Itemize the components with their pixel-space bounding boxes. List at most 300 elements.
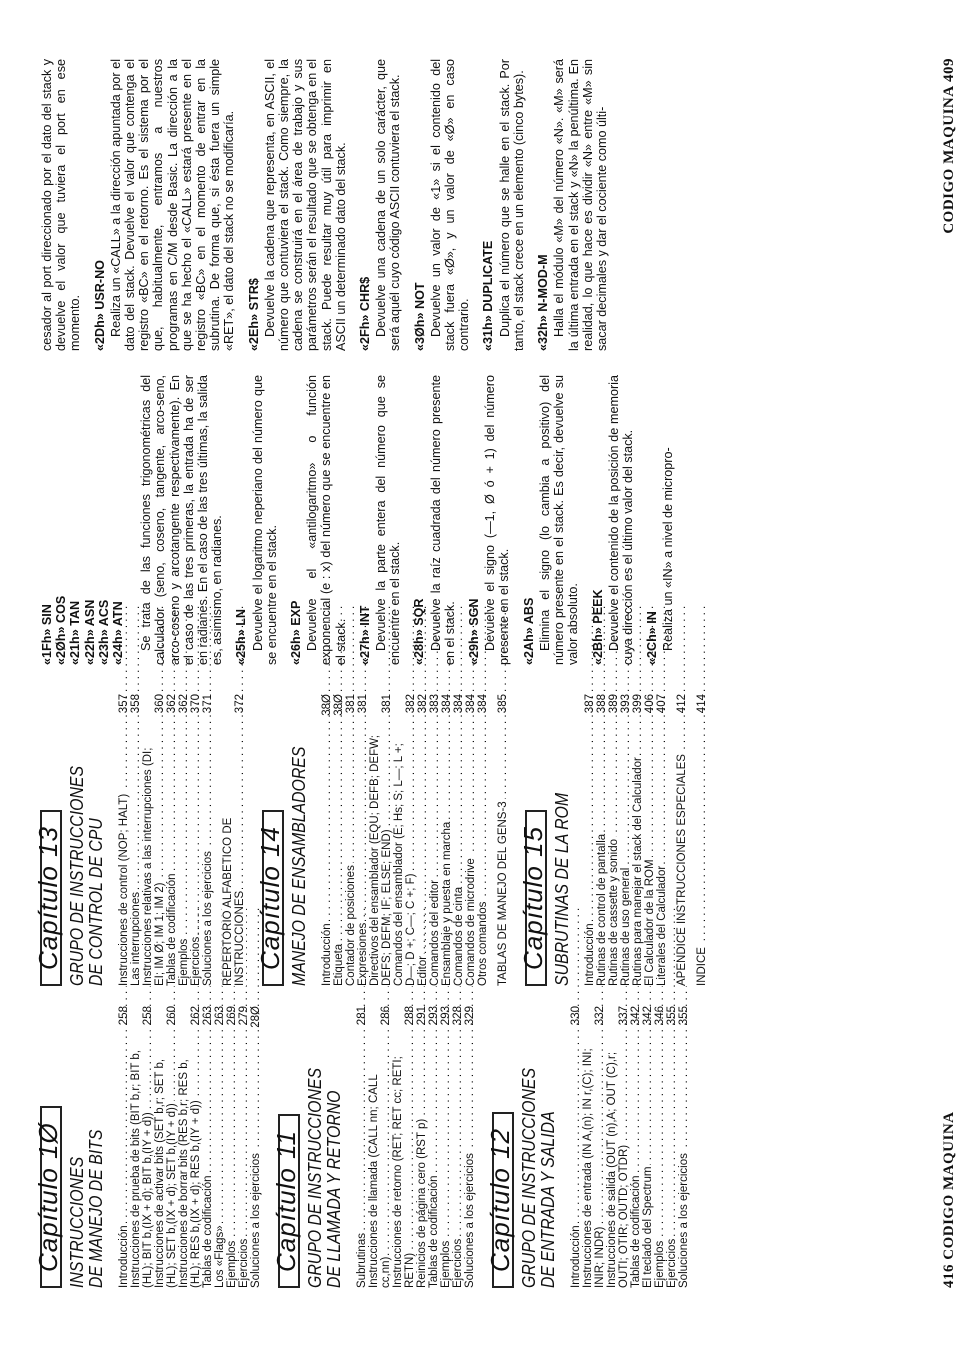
toc-entry <box>642 1006 654 1288</box>
chapter-title-line: GRUPO DE INSTRUCCIONES <box>305 1067 325 1288</box>
section-heading: «2Eh» STR$ <box>246 278 261 351</box>
chapter-title-line: DE ENTRADA Y SALIDA <box>538 1111 558 1288</box>
toc-entry-page: 382 <box>405 694 417 714</box>
chapter-label-box <box>518 810 548 986</box>
toc-entry-text: Instrucciones de retorno (RET; RET cc; RETI; RETN) <box>392 1056 416 1288</box>
toc-entry-page: 258 <box>118 1006 130 1026</box>
toc-entry-page: 362 <box>166 694 178 714</box>
toc-entry-text-wrap <box>118 1044 130 1288</box>
toc-entry-text-wrap <box>238 1044 250 1288</box>
toc-entry <box>417 694 429 986</box>
toc-entry-text: Rutinas para manejar el stack del Calculador <box>632 757 644 986</box>
toc-entry-text-wrap <box>440 1044 452 1288</box>
toc-entry-page: 346 <box>654 1006 666 1026</box>
toc-entry-text-wrap <box>656 732 668 986</box>
toc-entry-text-wrap <box>214 1044 226 1288</box>
toc-entry <box>429 694 441 986</box>
toc-entry-text-wrap <box>356 1044 368 1288</box>
toc-entry <box>250 1006 262 1288</box>
toc-entry-page: 258 <box>142 1006 154 1026</box>
toc-entry-text: Introducción <box>584 923 596 986</box>
entry-gap <box>214 694 222 986</box>
toc-entry-text-wrap <box>416 1044 428 1288</box>
toc-entry-text-wrap <box>226 1044 238 1288</box>
toc-entry-text: Instrucciones de prueba de bits (BIT b,r; BIT b,(HL); BIT b,(IX + d); BIT b,(IY + d)) <box>130 1049 154 1288</box>
toc-entry <box>452 1006 464 1288</box>
toc-entry <box>440 1006 452 1288</box>
section-heading: «2Ch» IN <box>645 611 660 665</box>
toc-entry-text-wrap <box>620 732 632 986</box>
toc-entry <box>118 694 130 986</box>
toc-entry-page: 412 <box>676 694 688 714</box>
toc-entry <box>465 694 477 986</box>
paragraph: Devuelve una cadena de un solo carácter, que será aquél cuyo código ASCII contuviera el stack. <box>374 59 403 351</box>
section-heading: «23h» ACS <box>96 599 111 665</box>
toc-entry-text: Rutinas de cassette y sonido <box>608 838 620 986</box>
toc-entry <box>142 694 166 986</box>
chapter-label-box <box>33 810 63 986</box>
toc-entry-text: Contador de posiciones <box>345 865 357 986</box>
toc-entry <box>497 694 509 986</box>
toc-entry-text: REPERTORIO ALFABETICO DE INSTRUCCIONES <box>222 817 246 986</box>
section-heading: «2Fh» CHR$ <box>358 276 373 351</box>
toc-entry-page: 384 <box>477 694 489 714</box>
toc-entry-text: APENDICE INSTRUCCIONES ESPECIALES <box>676 754 688 986</box>
toc-entry <box>222 694 246 986</box>
chapter-title-line: GRUPO DE INSTRUCCIONES <box>67 765 87 986</box>
toc-entry-text: Instrucciones de borrar bits (RES b,r; RES b,(HL); RES b,(IX + d); RES b,(IY + d)) <box>178 1059 202 1288</box>
chapter-gap <box>690 1006 698 1288</box>
toc-entry-page: 286 <box>380 1006 392 1026</box>
toc-entry-page: 370 <box>190 694 202 714</box>
toc-entry-text-wrap <box>202 1044 214 1288</box>
section-heading: «2Ah» ABS <box>521 597 536 665</box>
toc-entry-text: Literales del Calculador <box>656 865 668 986</box>
toc-entry-text-wrap <box>596 732 608 986</box>
toc-entry-text: Instrucciones de activar bits (SET b,r; SET b,(HL); SET b,(IX + d); SET b,(IY + d)) <box>154 1058 178 1288</box>
toc-entry-page: 362 <box>178 694 190 714</box>
paragraph: Halla el módulo «M» del número «N». «M» será la última entrada en el stack y «N» la penúltima. En realidad, lo que hace es dividir «N» entre «M» sin sacar decimales y dar el cociente como últi- <box>552 59 609 351</box>
right-page-footer: CODIGO MAQUINA 409 <box>941 58 957 234</box>
toc-entry-text-wrap <box>417 732 429 986</box>
toc-column-2 <box>33 694 925 986</box>
toc-entry <box>190 694 202 986</box>
paragraph: Devuelve la raíz cuadrada del número presente en el stack. <box>428 375 457 665</box>
toc-entry-text: Comandos de microdrive <box>465 858 477 986</box>
toc-entry-text-wrap <box>632 732 644 986</box>
section-heading: «25h» LN <box>234 609 249 665</box>
toc-entry-text: Comandos del editor <box>429 879 441 986</box>
toc-entry-text-wrap <box>130 732 142 986</box>
chapter-label-box <box>33 1106 63 1288</box>
toc-entry-page: 281 <box>356 1006 368 1026</box>
toc-entry-page: 382 <box>417 694 429 714</box>
toc-entry-text: Comandos de cinta <box>453 886 465 986</box>
toc-entry <box>416 1006 428 1288</box>
toc-entry <box>676 694 688 986</box>
section-heading: «21h» TAN <box>68 600 83 665</box>
paragraph: Devuelve el logaritmo neperiano del número que se encuentre en el stack. <box>250 375 279 665</box>
toc-entry-page: 358 <box>130 694 142 714</box>
chapter-title-line: SUBRUTINAS DE LA ROM <box>552 792 572 986</box>
paragraph: Elimina el signo (lo cambia a positivo) del número presente en el stack. Es decir, devuelve su valor absoluto. <box>537 375 581 665</box>
toc-entry-text: Rutinas de uso general <box>620 867 632 986</box>
toc-entry-page: 381 <box>381 694 393 714</box>
toc-entry <box>428 1006 440 1288</box>
toc-entry-text-wrap <box>696 732 708 986</box>
toc-entry-text-wrap <box>202 732 214 986</box>
toc-entry-text-wrap <box>676 732 688 986</box>
toc-entry-text-wrap <box>642 1044 654 1288</box>
toc-entry-page: 291 <box>416 1006 428 1026</box>
section-heading: «2Bh» PEEK <box>590 589 605 665</box>
toc-entry <box>154 1006 178 1288</box>
chapter-gap <box>716 694 724 986</box>
toc-entry-text: Los «Flags» <box>214 1225 226 1288</box>
section-heading: «24h» ATN <box>111 601 126 665</box>
toc-entry-page: 384 <box>465 694 477 714</box>
toc-entry-text-wrap <box>666 1044 678 1288</box>
toc-entry <box>238 1006 250 1288</box>
toc-entry-text: Ejemplos <box>178 938 190 986</box>
toc-entry <box>321 694 333 986</box>
toc-entry-text: Ejemplos <box>654 1240 666 1288</box>
toc-entry-text: Instrucciones relativas a las interrupciones (DI; EI; IM Ø; IM 1; IM 2) <box>142 747 166 986</box>
toc-entry <box>356 1006 368 1288</box>
paragraph: Devuelve el contenido de la posición de memoria cuya dirección es el último valor del stack. <box>606 375 635 665</box>
section-heading: «22h» ASN <box>82 599 97 665</box>
toc-entry <box>632 694 644 986</box>
toc-entry-page: 360 <box>154 694 166 714</box>
section-heading: «1Fh» SIN <box>40 604 54 665</box>
toc-entry-text: Soluciones a los ejercicios <box>464 1153 476 1288</box>
toc-entry-text-wrap <box>630 1044 642 1288</box>
toc-entry-page: 269 <box>226 1006 238 1026</box>
toc-entry-text: Ensamblaje y puesta en marcha <box>441 821 453 986</box>
toc-entry-text: Rutinas de control de pantalla <box>596 833 608 986</box>
left-page-footer: 416 CODIGO MAQUINA <box>941 1111 957 1288</box>
entry-gap <box>489 694 497 986</box>
toc-entry-text-wrap <box>570 1044 582 1288</box>
toc-entry-page: 293 <box>440 1006 452 1026</box>
paragraph: Se trata de las funciones trigonométricas del calculador (seno, coseno, tangente, arco-seno, arco-coseno y arcotangente respectivamente). En el caso de las tres primeras, la entrada ha de ser en radianes. En el caso de las tres últimas, la salida es, asimismo, en radianes. <box>139 375 225 665</box>
toc-entry-text-wrap <box>608 732 620 986</box>
toc-entry <box>678 1006 690 1288</box>
toc-entry-text-wrap <box>441 732 453 986</box>
toc-entry-text-wrap <box>222 732 246 986</box>
toc-entry-text: Ejercicios <box>666 1238 678 1288</box>
toc-entry-text: Otros comandos <box>477 901 489 986</box>
toc-entry <box>630 1006 642 1288</box>
entry-gap <box>668 694 676 986</box>
toc-entry-text-wrap <box>154 1044 178 1288</box>
toc-entry-page: 337 <box>618 1006 630 1026</box>
toc-entry-page: 260 <box>166 1006 178 1026</box>
toc-entry <box>656 694 668 986</box>
toc-entry <box>369 694 393 986</box>
toc-entry-page: 381 <box>345 694 357 714</box>
toc-entry-text: Subrutinas <box>356 1233 368 1288</box>
toc-entry-text: Las interrupciones <box>130 892 142 986</box>
toc-entry <box>368 1006 392 1288</box>
toc-entry <box>345 694 357 986</box>
chapter-title-line: MANEJO DE ENSAMBLADORES <box>289 746 309 986</box>
paragraph: Devuelve un valor de «1» si el contenido del stack fuera «Ø», y un valor de «Ø» en caso contrario. <box>428 59 472 351</box>
toc-entry-text: Ejercicios <box>238 1238 250 1288</box>
toc-entry-page: 388 <box>596 694 608 714</box>
toc-entry-page: 406 <box>644 694 656 714</box>
toc-entry <box>654 1006 666 1288</box>
paragraph: Duplica el número que se halle en el stack. Por tanto, el stack crece en un elemento (cinco bytes). <box>497 59 526 351</box>
toc-entry-text: Tablas de codificación <box>166 873 178 986</box>
toc-entry-text-wrap <box>142 732 166 986</box>
toc-entry-text-wrap <box>453 732 465 986</box>
chapter-gap <box>509 694 517 986</box>
chapter-label: Capítulo 1Ø <box>33 1122 63 1272</box>
toc-entry-text-wrap <box>678 1044 690 1288</box>
toc-entry-text-wrap <box>250 1044 262 1288</box>
paragraph: Realiza un «CALL» a la dirección apuntada por el dato del stack. Devuelve el valor que contenga el registro «BC» en el retorno. Es el sistema por el que, habitualmente, entramos a nuestros programas en C/M desde Basic. La dirección a la que se ha hecho el «CALL» estará presente en el registro «BC» en el momento de entrar en la subrutina. De forma que, si ésta fuera un simple «RET», el dato del stack no se modificaría. <box>108 59 237 351</box>
toc-entry-page: 371 <box>202 694 214 714</box>
toc-entry-page: 330 <box>570 1006 582 1026</box>
toc-entry <box>464 1006 476 1288</box>
toc-entry-page: 263 <box>214 1006 226 1026</box>
toc-entry-text-wrap <box>178 732 190 986</box>
toc-entry-text-wrap <box>369 732 393 986</box>
chapter-label: Capítulo 11 <box>271 1129 301 1272</box>
toc-entry-text-wrap <box>333 732 345 986</box>
toc-entry-text: Soluciones a los ejercicios <box>202 851 214 986</box>
toc-entry <box>202 1006 214 1288</box>
toc-entry-page: 279 <box>238 1006 250 1026</box>
toc-entry-text-wrap <box>464 1044 476 1288</box>
toc-entry <box>644 694 656 986</box>
toc-entry-page: 384 <box>453 694 465 714</box>
toc-entry-text: Instrucciones de llamada (CALL nn; CALL cc,nn) <box>368 1074 392 1288</box>
toc-entry-page: 38Ø <box>321 694 333 716</box>
toc-entry-text-wrap <box>428 1044 440 1288</box>
section-heading: «2Dh» USR-NO <box>92 260 107 351</box>
paragraph: Devuelve el signo (—1, Ø ó + 1) del número presente en el stack. <box>483 375 512 665</box>
toc-entry <box>166 694 178 986</box>
toc-entry <box>666 1006 678 1288</box>
toc-entry-text: Ejercicios <box>452 1238 464 1288</box>
chapter-label: Capítulo 15 <box>518 826 548 970</box>
toc-entry-page: 293 <box>428 1006 440 1026</box>
toc-entry-page: 387 <box>584 694 596 714</box>
toc-entry-text: El Calculador de la ROM <box>644 859 656 986</box>
toc-entry-text-wrap <box>644 732 656 986</box>
chapter-title-line: GRUPO DE INSTRUCCIONES <box>519 1067 539 1288</box>
chapter-gap <box>246 694 254 986</box>
toc-entry-text-wrap <box>584 732 596 986</box>
toc-entry <box>584 694 596 986</box>
toc-entry <box>178 694 190 986</box>
toc-entry-text-wrap <box>582 1044 606 1288</box>
toc-column-1 <box>33 1006 925 1288</box>
section-heading: «27h» INT <box>357 605 372 665</box>
toc-entry-page: 385 <box>497 694 509 714</box>
toc-entry-text: Soluciones a los ejercicios <box>250 1153 262 1288</box>
toc-entry-text-wrap <box>368 1044 392 1288</box>
section-heading: «26h» EXP <box>289 600 304 665</box>
toc-entry <box>606 1006 630 1288</box>
toc-entry-text: Ejemplos <box>440 1240 452 1288</box>
section-heading: «3Øh» NOT <box>412 282 427 351</box>
toc-entry-page: 399 <box>632 694 644 714</box>
toc-entry-text: Editor <box>417 955 429 986</box>
toc-entry <box>333 694 345 986</box>
paragraph: Devuelve la parte entera del número que se encuentre en el stack. <box>374 375 403 665</box>
toc-entry-text-wrap <box>465 732 477 986</box>
toc-entry <box>392 1006 416 1288</box>
toc-entry-text: Introducción <box>570 1225 582 1288</box>
toc-entry <box>453 694 465 986</box>
toc-entry-page: 357 <box>118 694 130 714</box>
toc-entry <box>393 694 417 986</box>
toc-entry-page: 355 <box>678 1006 690 1026</box>
chapter-title-line: DE CONTROL DE CPU <box>86 818 106 986</box>
toc-entry-page: 263 <box>202 1006 214 1026</box>
toc-entry-text: Instrucciones de control (NOP; HALT) <box>118 793 130 986</box>
toc-entry-text: INDICE <box>696 947 708 986</box>
toc-entry <box>214 1006 226 1288</box>
toc-entry-text: Soluciones a los ejercicios <box>678 1153 690 1288</box>
chapter-label: Capítulo 14 <box>255 826 285 970</box>
chapter-gap <box>476 1006 484 1288</box>
section-heading: «2Øh» COS <box>54 595 69 665</box>
toc-entry <box>696 694 708 986</box>
toc-entry-text: Tablas de codificación <box>202 1175 214 1288</box>
toc-entry-page: 288 <box>404 1006 416 1026</box>
toc-entry-page: 38Ø <box>333 694 345 716</box>
toc-entry-page: 389 <box>608 694 620 714</box>
left-page <box>0 673 970 1346</box>
toc-entry-text: Introducción <box>321 923 333 986</box>
toc-entry-text-wrap <box>477 732 489 986</box>
toc-entry-text: Instrucciones de salida (OUT (n),A; OUT (C),r; OUTI; OTIR; OUTD; OTDR) <box>606 1051 630 1288</box>
chapter-title <box>68 1010 106 1288</box>
toc-entry-text: Introducción <box>118 1225 130 1288</box>
toc-entry-page: 329 <box>464 1006 476 1026</box>
toc-entry-text: Comandos del ensamblador (E; Hs; S; L—; L +; D—; D +; C—; C +; F) <box>393 743 417 986</box>
toc-entry-text: TABLAS DE MANEJO DEL GENS-3 <box>497 801 509 986</box>
toc-entry-text-wrap <box>393 732 417 986</box>
toc-entry-text: El teclado del Spectrum <box>642 1166 654 1288</box>
toc-entry-page: 414 <box>696 694 708 714</box>
toc-entry-page: 393 <box>620 694 632 714</box>
toc-entry-text: Tablas de codificación <box>630 1175 642 1288</box>
toc-entry-page: 372 <box>234 694 246 714</box>
toc-entry-text: Etiqueta <box>333 943 345 986</box>
chapter-title <box>68 698 106 986</box>
paragraph: Realiza un «IN» a nivel de micropro- <box>661 447 676 651</box>
paragraph: Devuelve la cadena que representa, en ASCII, el número que contuviera el stack. Como siempre, la cadena se construirá en el área de trabajo y sus parámetros serán el resultado que se obtenga en el stack. Puede resultar muy útil para imprimir en ASCII un determinado dato del stack. <box>262 59 348 351</box>
toc-entry-text-wrap <box>357 732 369 986</box>
chapter-gap <box>708 694 716 986</box>
toc-entry <box>582 1006 606 1288</box>
toc-entry <box>202 694 214 986</box>
toc-entry <box>570 1006 582 1288</box>
toc-entry-text-wrap <box>321 732 333 986</box>
toc-entry-text: Reinicios de página cero (RST p) <box>416 1118 428 1288</box>
chapter-gap <box>262 1006 270 1288</box>
toc-entry-page: 342 <box>630 1006 642 1026</box>
chapter-title <box>290 698 309 986</box>
toc-entry-text-wrap <box>606 1044 630 1288</box>
chapter-title-line: DE LLAMADA Y RETORNO <box>324 1090 344 1288</box>
toc-entry-page: 383 <box>429 694 441 714</box>
toc-entry-page: 384 <box>441 694 453 714</box>
toc-entry-page: 381 <box>357 694 369 714</box>
section-heading-group <box>40 375 125 665</box>
paragraph: Devuelve el «antilogaritmo» o función exponencial (e : x) del número que se encuentre en el stack. <box>305 375 348 665</box>
toc-entry-page: 407 <box>656 694 668 714</box>
chapter-title <box>306 1010 344 1288</box>
chapter-title-line: DE MANEJO DE BITS <box>86 1129 106 1288</box>
toc-entry-text-wrap <box>190 732 202 986</box>
toc-entry-text-wrap <box>392 1044 416 1288</box>
toc-entry-text: Ejercicios <box>190 936 202 986</box>
toc-entry-page: 28Ø <box>250 1006 262 1028</box>
toc-entry-page: 355 <box>666 1006 678 1026</box>
chapter-label-box <box>485 1112 515 1288</box>
toc-entry <box>596 694 608 986</box>
toc-entry <box>118 1006 130 1288</box>
chapter-label: Capítulo 13 <box>33 826 63 970</box>
toc-entry <box>226 1006 238 1288</box>
toc-entry <box>357 694 369 986</box>
toc-entry-text: Ejemplos <box>226 1240 238 1288</box>
chapter-title-line: INSTRUCCIONES <box>67 1156 87 1288</box>
toc-entry-text-wrap <box>178 1044 202 1288</box>
toc-entry-text-wrap <box>118 732 130 986</box>
entry-gap <box>688 694 696 986</box>
toc-entry-text-wrap <box>130 1044 154 1288</box>
toc-entry <box>130 1006 154 1288</box>
toc-entry <box>608 694 620 986</box>
toc-entry-text: Tablas de codificación <box>428 1175 440 1288</box>
toc-entry-text-wrap <box>429 732 441 986</box>
section-heading: «31h» DUPLICATE <box>481 240 496 351</box>
toc-entry-text-wrap <box>654 1044 666 1288</box>
toc-entry-page: 342 <box>642 1006 654 1026</box>
toc-entry <box>620 694 632 986</box>
toc-entry-text: Instrucciones de entrada (IN A,(n); IN r,(C); INI; INIR; INDR) <box>582 1048 606 1288</box>
text-column-2 <box>40 59 925 351</box>
chapter-title <box>520 1010 558 1288</box>
chapter-gap <box>698 1006 706 1288</box>
section-heading: «29h» SGN <box>467 598 482 665</box>
toc-entry <box>130 694 142 986</box>
section-heading: «28h» SQR <box>412 598 427 665</box>
chapter-label: Capítulo 12 <box>485 1128 515 1272</box>
toc-entry <box>178 1006 202 1288</box>
toc-entry-text: Directivos del ensamblador (EQU; DEFB; DEFW; DEFS; DEFM; IF; ELSE; END) <box>369 735 393 986</box>
chapter-label-box <box>255 810 285 986</box>
toc-entry-text: Expresiones <box>357 922 369 986</box>
toc-entry-text-wrap <box>497 732 509 986</box>
toc-entry-page: 328 <box>452 1006 464 1026</box>
toc-entry <box>477 694 489 986</box>
chapter-title <box>553 698 572 986</box>
section-heading: «32h» N-MOD-M <box>536 254 551 351</box>
chapter-label-box <box>271 1114 301 1288</box>
toc-entry-page: 332 <box>594 1006 606 1026</box>
text-column-1 <box>40 375 925 665</box>
toc-entry-text-wrap <box>166 732 178 986</box>
toc-entry <box>441 694 453 986</box>
